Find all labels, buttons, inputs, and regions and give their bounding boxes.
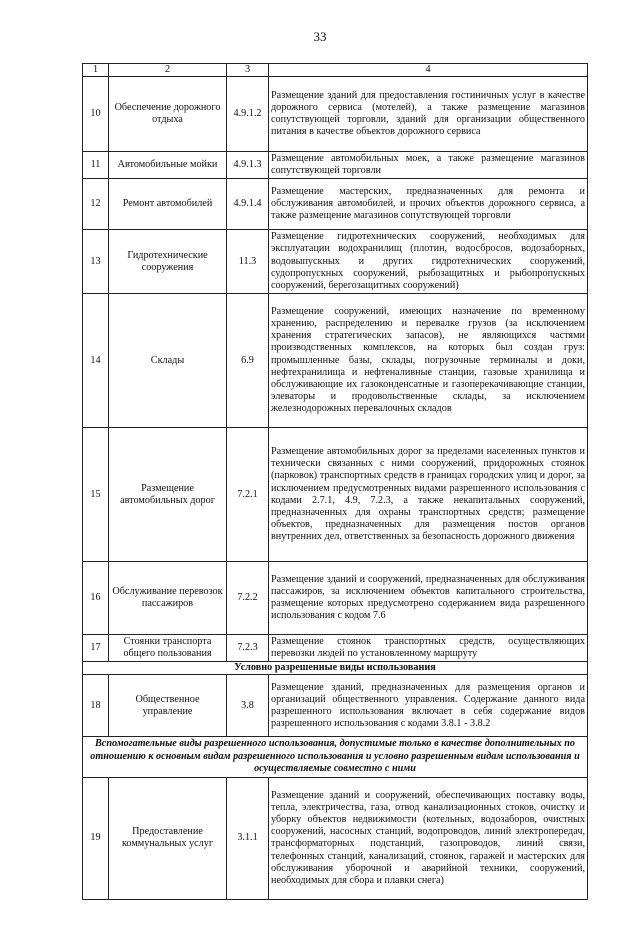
table-row (83, 152, 588, 179)
use-description: Размещение автомобильных дорог за пределами населенных пунктов и технически связанных с ними сооружений, придорожных стоянок (парковок) транспортных средств в границах городских улиц и дорог, за исключением предусмотренных видами разрешенного использования с кодами 2.7.1, 4.9, 7.2.3, а также некапитальных сооружений, предназначенных для охраны транспортных средств; размещение объектов, предназначенных для размещения постов органов внутренних дел, ответственных за безопасность дорожного движения (269, 428, 588, 562)
table-row (83, 294, 588, 428)
row-number: 17 (83, 635, 109, 662)
use-code: 7.2.2 (227, 562, 269, 635)
row-number: 16 (83, 562, 109, 635)
land-use-table (82, 63, 588, 900)
use-description: Размещение автомобильных моек, а также размещение магазинов сопутствующей торговли (269, 152, 588, 179)
use-code: 11.3 (227, 230, 269, 294)
header-row (83, 64, 588, 77)
row-number: 14 (83, 294, 109, 428)
use-code: 6.9 (227, 294, 269, 428)
use-code: 7.2.3 (227, 635, 269, 662)
use-name: Размещение автомобильных дорог (109, 428, 227, 562)
use-name: Обеспечение дорожного отдыха (109, 77, 227, 152)
use-name: Обслуживание перевозок пассажиров (109, 562, 227, 635)
section-heading-auxiliary: Вспомогательные виды разрешенного использования, допустимые только в качестве дополнительных по отношению к основным видам разрешенного использования и условно разрешенным видам использования и осуществляемые совместно с ними (83, 737, 588, 778)
use-name: Автомобильные мойки (109, 152, 227, 179)
use-code: 7.2.1 (227, 428, 269, 562)
use-code: 3.8 (227, 675, 269, 737)
table-row (83, 635, 588, 662)
use-code: 4.9.1.3 (227, 152, 269, 179)
use-name: Ремонт автомобилей (109, 179, 227, 230)
section-row (83, 737, 588, 778)
header-cell: 1 (83, 64, 109, 77)
row-number: 13 (83, 230, 109, 294)
row-number: 15 (83, 428, 109, 562)
row-number: 10 (83, 77, 109, 152)
use-code: 4.9.1.2 (227, 77, 269, 152)
use-description: Размещение мастерских, предназначенных для ремонта и обслуживания автомобилей, и прочих объектов дорожного сервиса, а также размещение магазинов сопутствующей торговли (269, 179, 588, 230)
row-number: 19 (83, 777, 109, 899)
header-cell: 3 (227, 64, 269, 77)
header-cell: 2 (109, 64, 227, 77)
row-number: 18 (83, 675, 109, 737)
table-row (83, 77, 588, 152)
table-row (83, 562, 588, 635)
use-name: Стоянки транспорта общего пользования (109, 635, 227, 662)
section-heading-conditional: Условно разрешенные виды использования (83, 662, 588, 675)
use-name: Склады (109, 294, 227, 428)
table-row (83, 428, 588, 562)
use-name: Предоставление коммунальных услуг (109, 777, 227, 899)
table-row (83, 230, 588, 294)
use-code: 4.9.1.4 (227, 179, 269, 230)
use-description: Размещение зданий и сооружений, обеспечивающих поставку воды, тепла, электричества, газа, отвод канализационных стоков, очистку и уборку объектов недвижимости (котельных, водозаборов, очистных сооружений, насосных станций, водопроводов, линий электропередач, трансформаторных подстанций, газопроводов, линий связи, телефонных станций, канализаций, стоянок, гаражей и мастерских для обслуживания уборочной и аварийной техники, сооружений, необходимых для сбора и плавки снега) (269, 777, 588, 899)
page-number: 33 (313, 29, 327, 44)
use-description: Размещение сооружений, имеющих назначение по временному хранению, распределению и перевалке грузов (за исключением хранения стратегических запасов), не являющихся частями производственных комплексов, на которых был создан груз: промышленные базы, склады, погрузочные терминалы и доки, нефтехранилища и нефтеналивные станции, газовые хранилища и обслуживающие их газоконденсатные и газоперекачивающие станции, элеваторы и продовольственные склады, за исключением железнодорожных перевалочных складов (269, 294, 588, 428)
row-number: 12 (83, 179, 109, 230)
use-description: Размещение зданий, предназначенных для размещения органов и организаций общественного управления. Содержание данного вида разрешенного использования включает в себя содержание видов разрешенного использования с кодами 3.8.1 - 3.8.2 (269, 675, 588, 737)
use-name: Общественное управление (109, 675, 227, 737)
use-description: Размещение зданий для предоставления гостиничных услуг в качестве дорожного сервиса (мотелей), а также размещение магазинов сопутствующей торговли, зданий для организации общественного питания в качестве объектов дорожного сервиса (269, 77, 588, 152)
table-row (83, 179, 588, 230)
section-row (83, 662, 588, 675)
table-row (83, 675, 588, 737)
use-description: Размещение зданий и сооружений, предназначенных для обслуживания пассажиров, за исключением объектов капитального строительства, размещение которых предусмотрено содержанием вида разрешенного использования с кодом 7.6 (269, 562, 588, 635)
header-cell: 4 (269, 64, 588, 77)
row-number: 11 (83, 152, 109, 179)
use-description: Размещение гидротехнических сооружений, необходимых для эксплуатации водохранилищ (плотин, водосбросов, водозаборных, водовыпускных и других гидротехнических сооружений, судопропускных сооружений, рыбозащитных и рыбопропускных сооружений, берегозащитных сооружений) (269, 230, 588, 294)
use-name: Гидротехнические сооружения (109, 230, 227, 294)
table-row (83, 777, 588, 899)
use-description: Размещение стоянок транспортных средств, осуществляющих перевозки людей по установленному маршруту (269, 635, 588, 662)
use-code: 3.1.1 (227, 777, 269, 899)
